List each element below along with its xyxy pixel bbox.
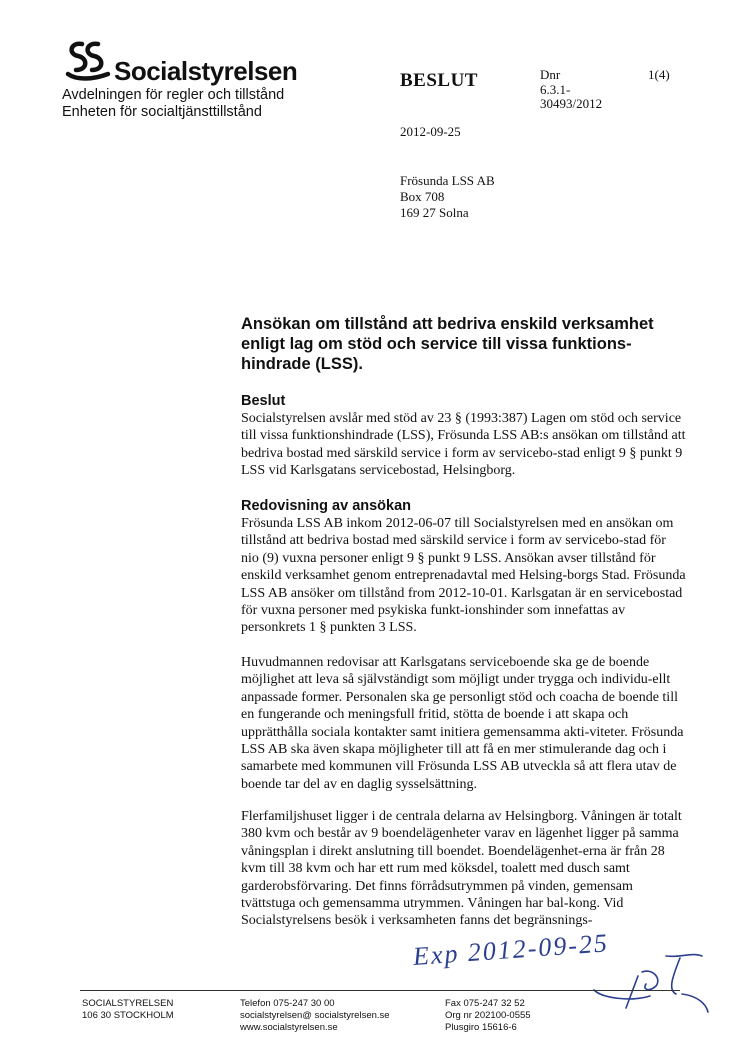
page-number: 1(4) — [648, 67, 670, 82]
document-date: 2012-09-25 — [400, 124, 461, 139]
recipient-box: Box 708 — [400, 189, 445, 204]
footer-email[interactable]: socialstyrelsen@ socialstyrelsen.se — [240, 1010, 390, 1021]
footer-phone: Telefon 075-247 30 00 — [240, 998, 335, 1009]
redovisning-heading: Redovisning av ansökan — [241, 498, 412, 514]
beslut-heading: Beslut — [241, 393, 286, 409]
footer-fax: Fax 075-247 32 52 — [445, 998, 525, 1009]
footer-org-name: SOCIALSTYRELSEN — [82, 998, 174, 1009]
footer-web[interactable]: www.socialstyrelsen.se — [240, 1022, 338, 1033]
subject-heading: Ansökan om tillstånd att bedriva enskild verksamhet enligt lag om stöd och service till vissa funktions-hindrade (LSS). — [241, 315, 654, 373]
recipient-name: Frösunda LSS AB — [400, 173, 495, 188]
logo-wordmark: Socialstyrelsen — [114, 56, 298, 86]
footer-org-address: 106 30 STOCKHOLM — [82, 1010, 174, 1021]
document-type: BESLUT — [400, 70, 478, 91]
footer-organisation — [82, 998, 174, 1022]
footer-plusgiro: Plusgiro 15616-6 — [445, 1022, 517, 1033]
recipient-city: 169 27 Solna — [400, 205, 469, 220]
handwritten-expedition-note: Exp 2012-09-25 — [412, 928, 610, 971]
dnr-value-line1: 6.3.1- — [540, 82, 571, 97]
department-name: Avdelningen för regler och tillstånd — [62, 87, 285, 103]
logo — [62, 38, 322, 88]
redovisning-paragraph-1: Frösunda LSS AB inkom 2012-06-07 till Socialstyrelsen med en ansökan om tillstånd att bedriva bostad med särskild service i form av servicebo-stad för nio (9) vuxna personer enligt 9 § punkt 9 LSS. Ansökan avser tillstånd för enskild verksamhet genom entreprenadavtal med Helsing-borgs Stad. Frösunda LSS AB ansöker om tillstånd from 2012-10-01. Karlsgatan är en servicebostad för vuxna personer med psykiska funkt-ionshinder som innefattas av personkrets 1 § punkten 3 LSS. — [241, 516, 686, 636]
redovisning-paragraph-3: Flerfamiljshuset ligger i de centrala delarna av Helsingborg. Våningen är totalt 380 kvm och består av 9 boendelägenheter varav en lägenhet ligger på samma våningsplan i direkt anslutning till boendet. Boendelägenhet-erna är från 28 kvm till 38 kvm och har ett rum med köksdel, toalett med dusch samt garderobsförvaring. Det finns förrådsutrymmen på vinden, gemensam tvättstuga och gemensamma utrymmen. Våningen har bal-kong. Vid Socialstyrelsens besök i verksamheten fanns det begränsnings- — [241, 809, 682, 929]
dnr-value-line2: 30493/2012 — [540, 96, 603, 111]
footer-org-nr: Org nr 202100-0555 — [445, 1010, 531, 1021]
footer-divider — [80, 990, 680, 991]
beslut-paragraph: Socialstyrelsen avslår med stöd av 23 § (1993:387) Lagen om stöd och service till vissa funktionshindrade (LSS), Frösunda LSS AB:s ansökan om tillstånd att bedriva bostad med särskild service i form av servicebo-stad enligt 9 § punkt 9 LSS vid Karlsgatans servicebostad, Helsingborg. — [241, 411, 686, 479]
dnr-label: Dnr — [540, 67, 561, 82]
redovisning-paragraph-2: Huvudmannen redovisar att Karlsgatans serviceboende ska ge de boende möjlighet att leva så självständigt som möjligt under trygga och individu-ellt anpassade former. Personalen ska ge personligt stöd och coacha de boende till en fungerande och meningsfull fritid, stötta de boende i att skapa och upprätthålla sociala kontakter samt initiera gemensamma akti-viteter. Frösunda LSS AB ska även skapa möjligheter till att få en mer stimulerande dag och i samarbete med kommunen vill Frösunda LSS AB utveckla så att flera utav de boende tar del av en daglig sysselsättning. — [241, 655, 684, 792]
footer-contact — [240, 998, 390, 1034]
handwritten-signature-icon — [380, 938, 720, 1018]
footer-registry — [445, 998, 531, 1034]
unit-name: Enheten för socialtjänsttillstånd — [62, 104, 262, 120]
socialstyrelsen-logo-icon — [62, 38, 114, 82]
